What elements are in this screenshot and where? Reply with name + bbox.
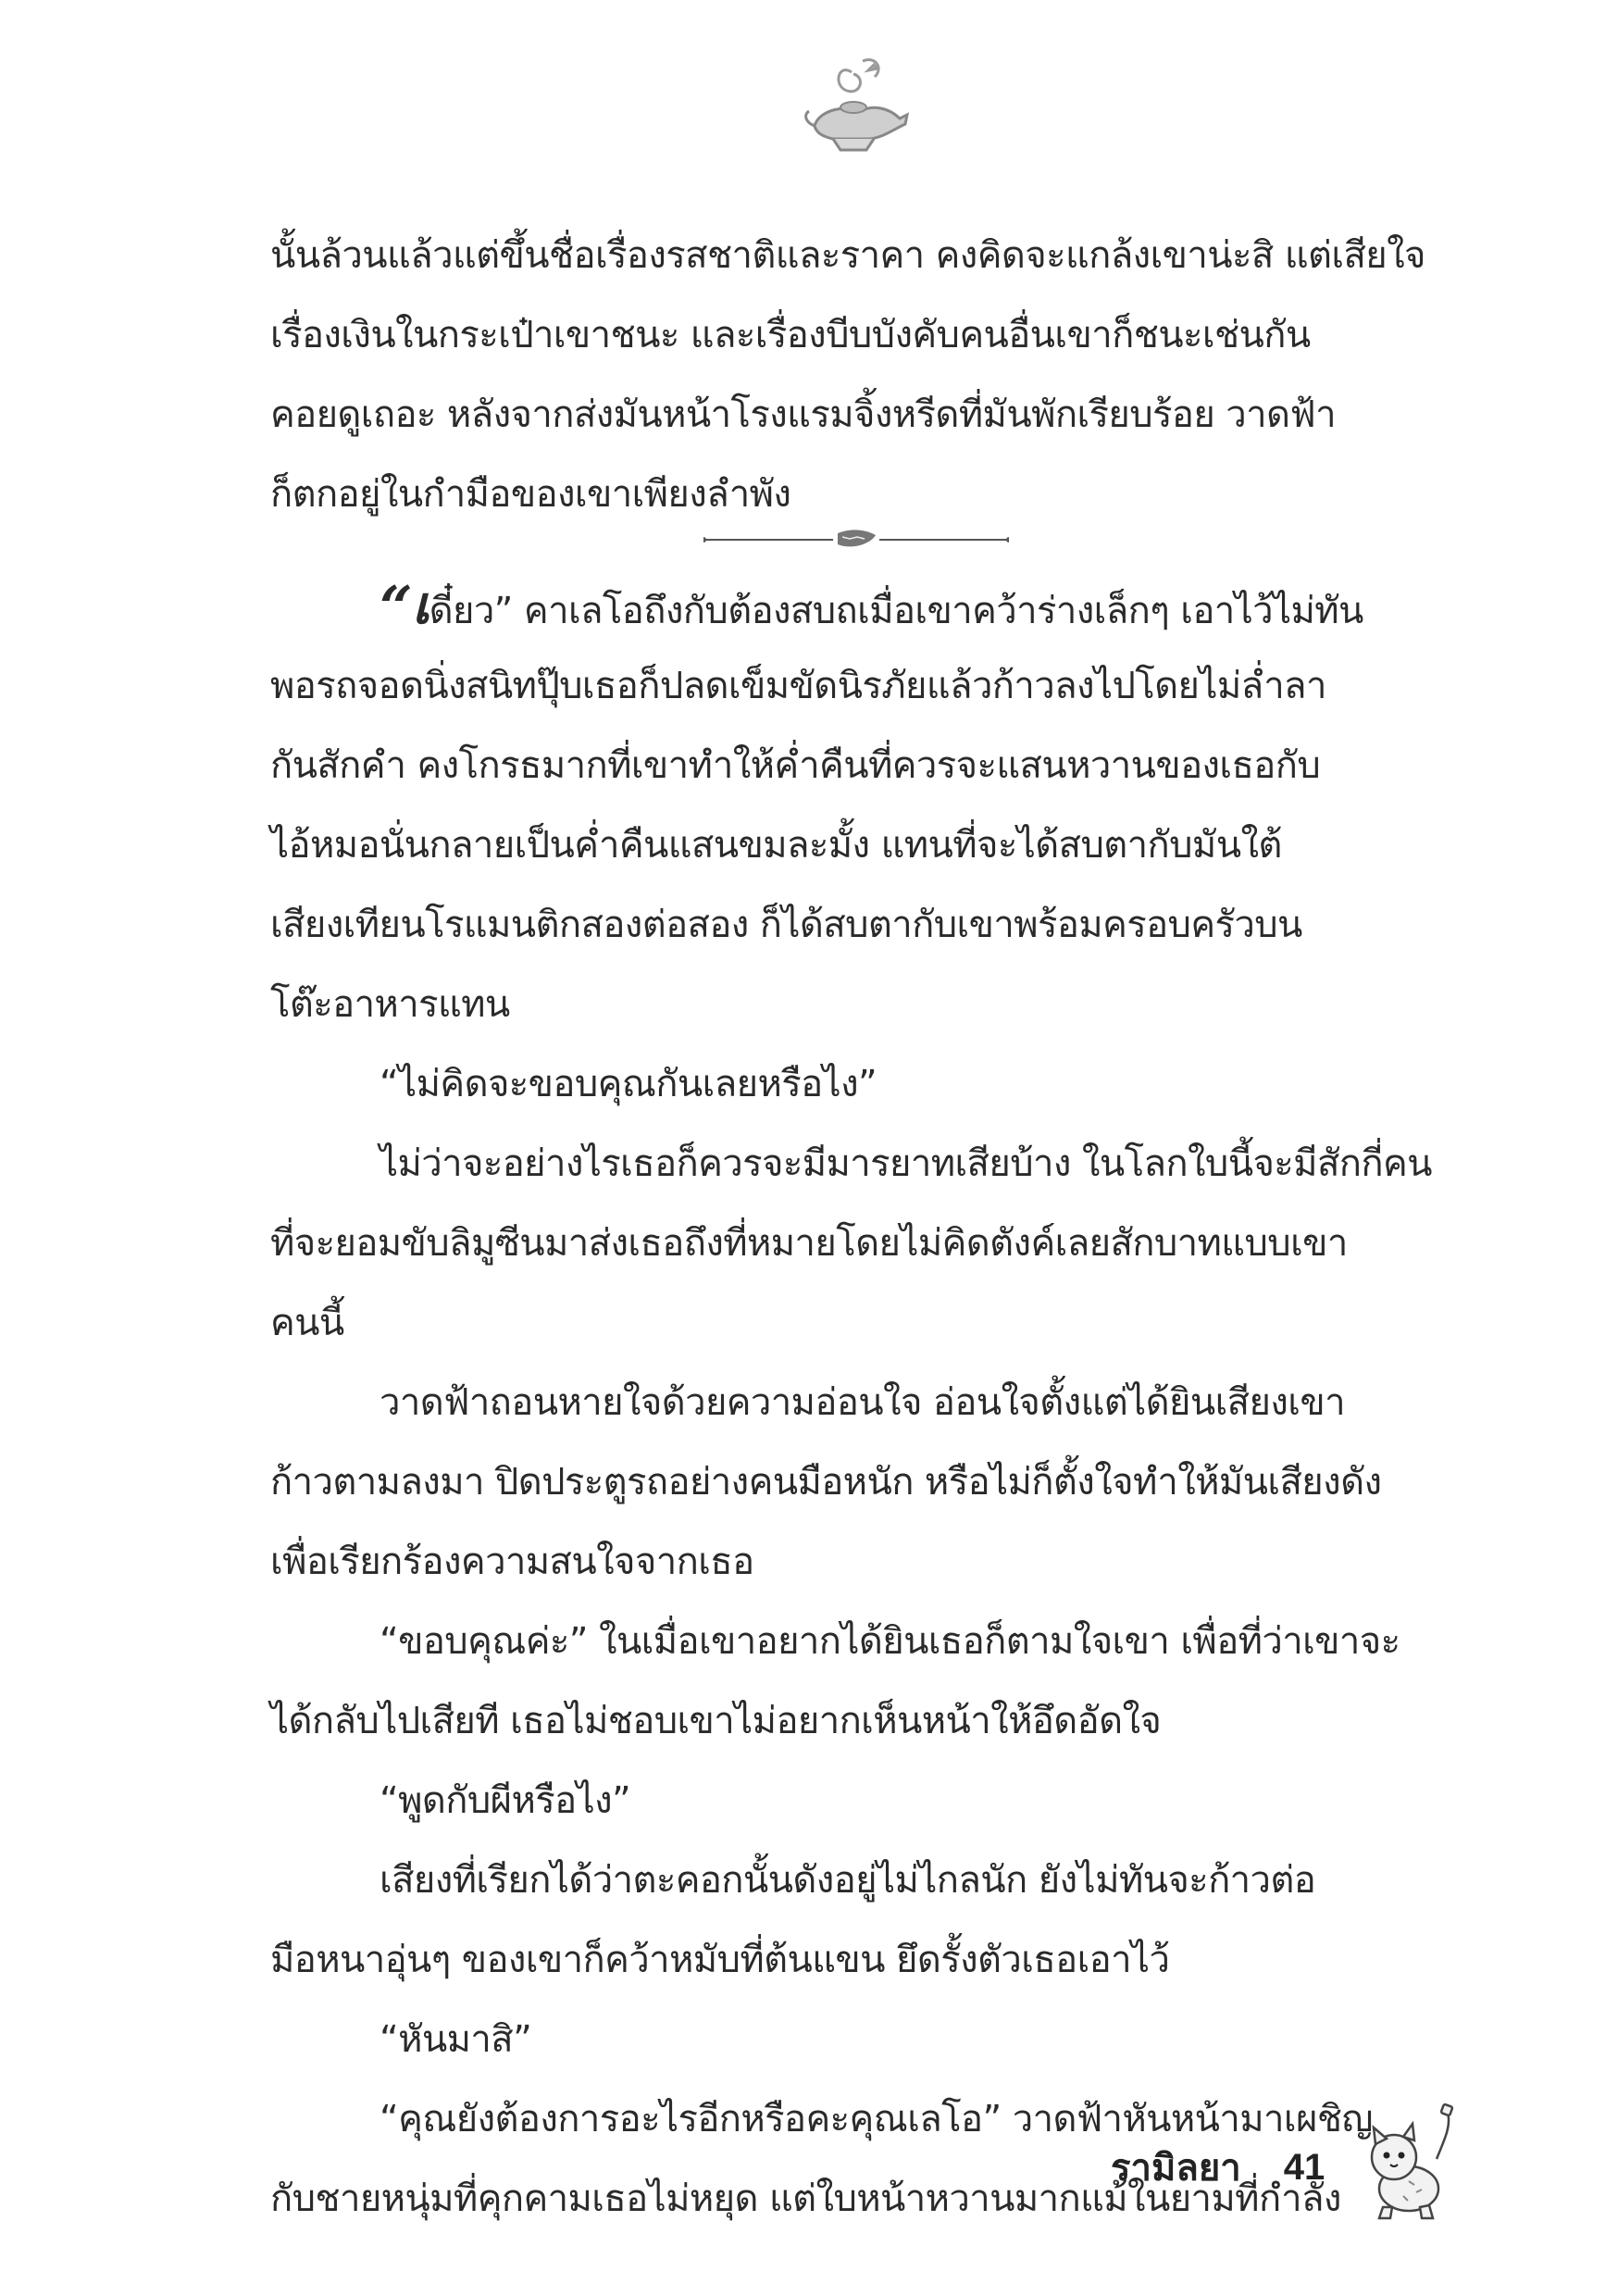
page-footer: [1111, 2126, 1325, 2209]
text-line: มือหนาอุ่นๆ ของเขาก็คว้าหมับที่ต้นแขน ยึดรั้งตัวเธอเอาไว้: [270, 1939, 1170, 1981]
dialogue-line: “ไม่คิดจะขอบคุณกันเลยหรือไง”: [380, 1063, 877, 1105]
opening-quote-mark: “: [380, 573, 413, 641]
text-line: เสียงที่เรียกได้ว่าตะคอกนั้นดังอยู่ไม่ไกลนัก ยังไม่ทันจะก้าวต่อ: [380, 1859, 1316, 1902]
chapter-body: [270, 567, 1446, 2239]
dialogue-line: “หันมาสิ”: [380, 2018, 532, 2061]
text-line: คอยดูเถอะ หลังจากส่งมันหน้าโรงแรมจิ้งหรีดที่มันพักเรียบร้อย วาดฟ้า: [270, 393, 1336, 436]
text-line: กันสักคำ คงโกรธมากที่เขาทำให้ค่ำคืนที่ควรจะแสนหวานของเธอกับ: [270, 744, 1321, 787]
dialogue-line: “คุณยังต้องการอะไรอีกหรือคะคุณเลโอ” วาดฟ้าหันหน้ามาเผชิญ: [380, 2098, 1373, 2140]
text-line: พอรถจอดนิ่งสนิทปุ๊บเธอก็ปลดเข็มขัดนิรภัยแล้วก้าวลงไปโดยไม่ล่ำลา: [270, 665, 1326, 707]
text-line: นั้นล้วนแล้วแต่ขึ้นชื่อเรื่องรสชาติและราคา คงคิดจะแกล้งเขาน่ะสิ แต่เสียใจ: [270, 234, 1425, 277]
dialogue-line: “ขอบคุณค่ะ” ในเมื่อเขาอยากได้ยินเธอก็ตามใจเขา เพื่อที่ว่าเขาจะ: [380, 1620, 1400, 1663]
text-line: โต๊ะอาหารแทน: [270, 983, 510, 1026]
text-line: เสียงเทียนโรแมนติกสองต่อสอง ก็ได้สบตากับเขาพร้อมครอบครัวบน: [270, 904, 1302, 946]
text-line: ที่จะยอมขับลิมูซีนมาส่งเธอถึงที่หมายโดยไม่คิดตังค์เลยสักบาทแบบเขา: [270, 1222, 1348, 1265]
opening-line: [270, 567, 1446, 646]
genie-lamp-icon: [796, 54, 916, 165]
text-line: เพื่อเรียกร้องความสนใจจากเธอ: [270, 1541, 754, 1583]
dialogue-line: “พูดกับผีหรือไง”: [380, 1779, 631, 1822]
author-name: รามิลยา: [1111, 2148, 1241, 2189]
text-line: วาดฟ้าถอนหายใจด้วยความอ่อนใจ อ่อนใจตั้งแต่ได้ยินเสียงเขา: [380, 1381, 1345, 1424]
text-line: เรื่องเงินในกระเป๋าเขาชนะ และเรื่องบีบบังคับคนอื่นเขาก็ชนะเช่นกัน: [270, 314, 1311, 356]
paragraph-continuation: [270, 216, 1446, 534]
cat-mascot-icon: [1351, 2103, 1462, 2224]
text-line: ไอ้หมอนั่นกลายเป็นค่ำคืนแสนขมละมั้ง แทนที่จะได้สบตากับมันใต้: [270, 824, 1282, 867]
ornament-divider-icon: [703, 526, 1009, 554]
text-line: ได้กลับไปเสียที เธอไม่ชอบเขาไม่อยากเห็นหน้าให้อึดอัดใจ: [270, 1700, 1162, 1742]
opening-initial: เ: [412, 576, 429, 636]
text-line: ก็ตกอยู่ในกำมือของเขาเพียงลำพัง: [270, 473, 791, 516]
text-line: ไม่ว่าจะอย่างไรเธอก็ควรจะมีมารยาทเสียบ้าง ในโลกใบนี้จะมีสักกี่คน: [380, 1142, 1432, 1185]
text-line: ก้าวตามลงมา ปิดประตูรถอย่างคนมือหนัก หรือไม่ก็ตั้งใจทำให้มันเสียงดัง: [270, 1461, 1382, 1504]
text-line: กับชายหนุ่มที่คุกคามเธอไม่หยุด แต่ใบหน้าหวานมากแม้ในยามที่กำลัง: [270, 2177, 1341, 2220]
text-line: คนนี้: [270, 1302, 344, 1344]
opening-line-text: ดี๋ยว” คาเลโอถึงกับต้องสบถเมื่อเขาคว้าร่างเล็กๆ เอาไว้ไม่ทัน: [429, 590, 1363, 632]
page-number: 41: [1283, 2146, 1326, 2188]
